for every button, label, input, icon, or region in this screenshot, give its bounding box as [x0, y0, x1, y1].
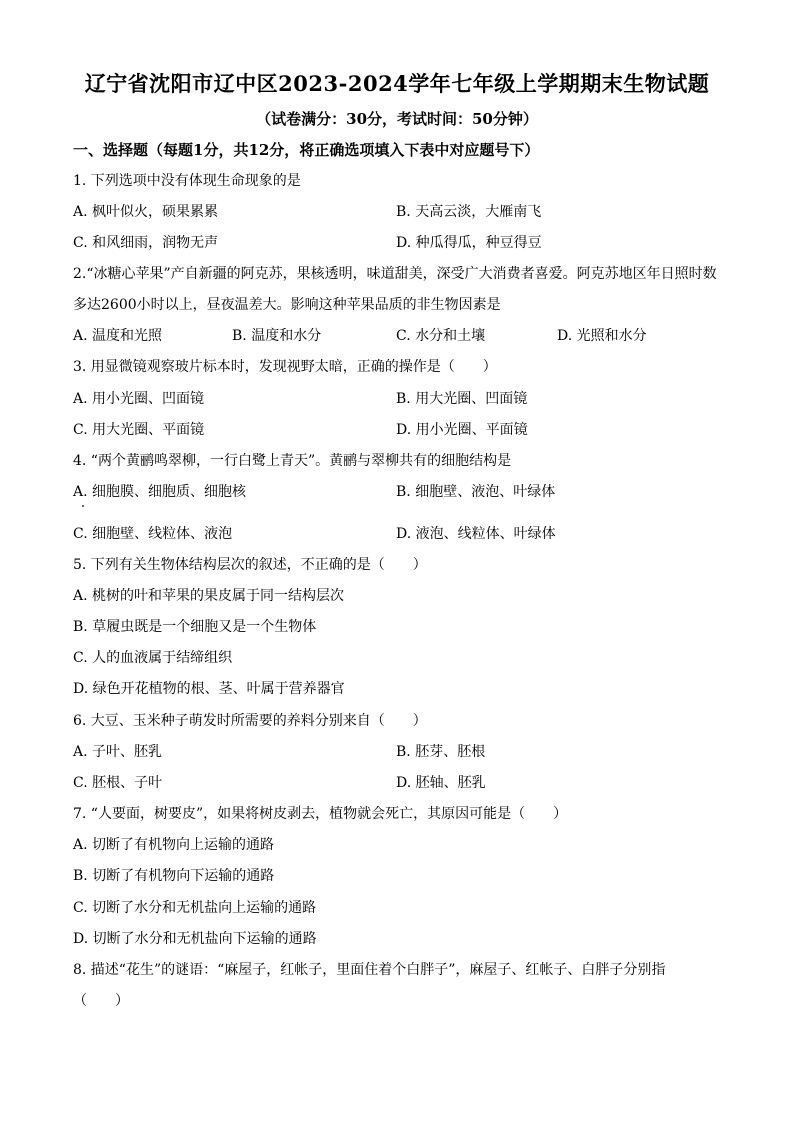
question-4-option-d: D. 液泡、线粒体、叶绿体 — [396, 526, 556, 542]
question-7-option-c: C. 切断了水分和无机盐向上运输的通路 — [73, 900, 317, 916]
question-2-option-d: D. 光照和水分 — [557, 328, 647, 344]
question-8-stem-line-2: （ ） — [73, 993, 129, 1009]
section-heading: 一、选择题（每题1分，共12分，将正确选项填入下表中对应题号下） — [73, 141, 540, 159]
question-1-stem: 1. 下列选项中没有体现生命现象的是 — [73, 173, 301, 189]
question-5-option-a: A. 桃树的叶和苹果的果皮属于同一结构层次 — [73, 588, 345, 604]
question-5-option-b: B. 草履虫既是一个细胞又是一个生物体 — [73, 619, 317, 635]
question-7-stem: 7. “人要面，树要皮”，如果将树皮剥去，植物就会死亡，其原因可能是（ ） — [73, 806, 568, 822]
question-2-option-b: B. 温度和水分 — [232, 328, 322, 344]
question-6-option-a: A. 子叶、胚乳 — [73, 744, 163, 760]
question-5-option-c: C. 人的血液属于结缔组织 — [73, 650, 233, 666]
question-2-stem-line-1: 2.“冰糖心苹果”产自新疆的阿克苏，果核透明，味道甜美，深受广大消费者喜爱。阿克苏地区年日照时数 — [73, 266, 717, 282]
question-3-option-c: C. 用大光圈、平面镜 — [73, 422, 205, 438]
question-2-option-a: A. 温度和光照 — [73, 328, 163, 344]
question-2-stem-line-2: 多达2600小时以上，昼夜温差大。影响这种苹果品质的非生物因素是 — [73, 297, 501, 313]
question-4-option-b: B. 细胞壁、液泡、叶绿体 — [396, 484, 556, 500]
question-4-option-c: C. 细胞壁、线粒体、液泡 — [73, 526, 233, 542]
question-6-option-c: C. 胚根、子叶 — [73, 775, 163, 791]
question-6-option-b: B. 胚芽、胚根 — [396, 744, 486, 760]
question-7-option-b: B. 切断了有机物向下运输的通路 — [73, 868, 275, 884]
question-1-option-b: B. 天高云淡，大雁南飞 — [396, 204, 542, 220]
question-2-option-c: C. 水分和土壤 — [396, 328, 486, 344]
question-7-option-a: A. 切断了有机物向上运输的通路 — [73, 837, 275, 853]
question-4-option-a: A. 细胞膜、细胞质、细胞核 — [73, 484, 247, 500]
question-6-option-d: D. 胚轴、胚乳 — [396, 775, 486, 791]
question-3-option-b: B. 用大光圈、凹面镜 — [396, 391, 528, 407]
question-1-option-a: A. 枫叶似火，硕果累累 — [73, 204, 219, 220]
question-4-stem: 4. “两个黄鹂鸣翠柳，一行白鹭上青天”。黄鹂与翠柳共有的细胞结构是 — [73, 453, 512, 469]
question-5-stem: 5. 下列有关生物体结构层次的叙述，不正确的是（ ） — [73, 557, 427, 573]
exam-subtitle: （试卷满分：30分，考试时间：50分钟） — [256, 110, 538, 128]
question-6-stem: 6. 大豆、玉米种子萌发时所需要的养料分别来自（ ） — [73, 713, 427, 729]
question-3-stem: 3. 用显微镜观察玻片标本时，发现视野太暗，正确的操作是（ ） — [73, 359, 497, 375]
question-1-option-d: D. 种瓜得瓜，种豆得豆 — [396, 235, 542, 251]
exam-title: 辽宁省沈阳市辽中区2023-2024学年七年级上学期期末生物试题 — [84, 71, 710, 96]
question-7-option-d: D. 切断了水分和无机盐向下运输的通路 — [73, 931, 317, 947]
question-5-option-d: D. 绿色开花植物的根、茎、叶属于营养器官 — [73, 681, 345, 697]
question-3-option-d: D. 用小光圈、平面镜 — [396, 422, 528, 438]
question-3-option-a: A. 用小光圈、凹面镜 — [73, 391, 205, 407]
question-8-stem-line-1: 8. 描述“花生”的谜语：“麻屋子，红帐子，里面住着个白胖子”，麻屋子、红帐子、白胖子分别指 — [73, 962, 666, 978]
stray-dot — [82, 505, 84, 507]
question-1-option-c: C. 和风细雨，润物无声 — [73, 235, 219, 251]
